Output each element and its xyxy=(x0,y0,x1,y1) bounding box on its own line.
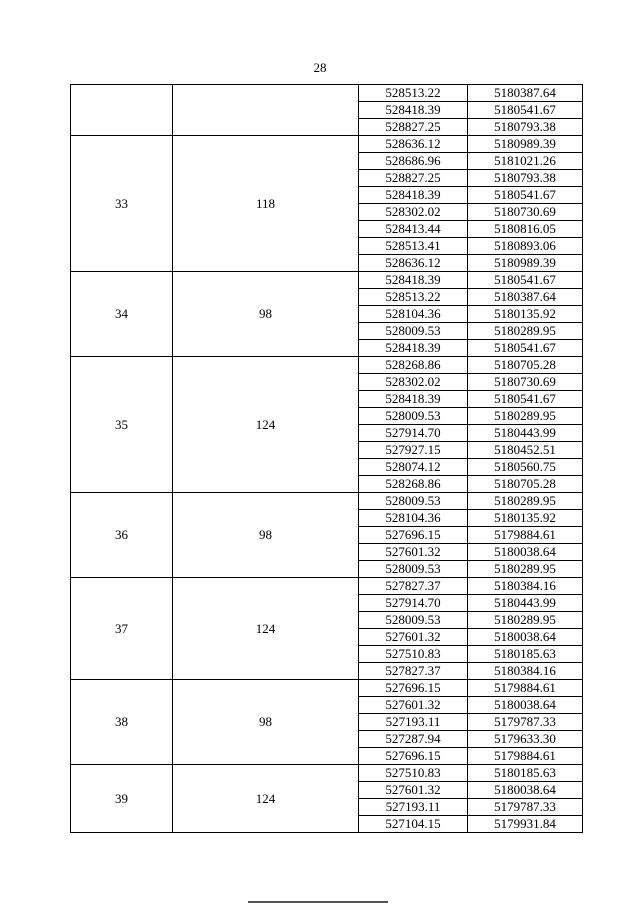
table-row xyxy=(71,578,583,595)
x-coordinate-cell: 527914.70 xyxy=(359,595,468,612)
y-coordinate-cell: 5180443.99 xyxy=(468,425,583,442)
x-coordinate-cell: 528104.36 xyxy=(359,306,468,323)
page-number: 28 xyxy=(313,60,327,75)
y-coordinate-cell: 5180387.64 xyxy=(468,85,583,102)
x-coordinate-cell: 528009.53 xyxy=(359,612,468,629)
y-coordinate-cell: 5181021.26 xyxy=(468,153,583,170)
x-coordinate-cell: 527914.70 xyxy=(359,425,468,442)
x-coordinate-cell: 527510.83 xyxy=(359,646,468,663)
x-coordinate-cell: 528302.02 xyxy=(359,374,468,391)
y-coordinate-cell: 5179633.30 xyxy=(468,731,583,748)
x-coordinate-cell: 528418.39 xyxy=(359,102,468,119)
x-coordinate-cell: 527827.37 xyxy=(359,578,468,595)
y-coordinate-cell: 5180730.69 xyxy=(468,204,583,221)
x-coordinate-cell: 527601.32 xyxy=(359,782,468,799)
y-coordinate-cell: 5180730.69 xyxy=(468,374,583,391)
plot-number-cell: 36 xyxy=(71,493,173,578)
y-coordinate-cell: 5180289.95 xyxy=(468,561,583,578)
y-coordinate-cell: 5180384.16 xyxy=(468,663,583,680)
area-cell: 124 xyxy=(173,357,359,493)
x-coordinate-cell: 528827.25 xyxy=(359,119,468,136)
area-cell: 124 xyxy=(173,765,359,833)
x-coordinate-cell: 528636.12 xyxy=(359,255,468,272)
x-coordinate-cell: 527827.37 xyxy=(359,663,468,680)
y-coordinate-cell: 5180185.63 xyxy=(468,646,583,663)
x-coordinate-cell: 528513.22 xyxy=(359,289,468,306)
x-coordinate-cell: 528636.12 xyxy=(359,136,468,153)
y-coordinate-cell: 5180705.28 xyxy=(468,476,583,493)
x-coordinate-cell: 528009.53 xyxy=(359,408,468,425)
table-row xyxy=(71,493,583,510)
y-coordinate-cell: 5180452.51 xyxy=(468,442,583,459)
y-coordinate-cell: 5180384.16 xyxy=(468,578,583,595)
y-coordinate-cell: 5179931.84 xyxy=(468,816,583,833)
x-coordinate-cell: 527104.15 xyxy=(359,816,468,833)
x-coordinate-cell: 528074.12 xyxy=(359,459,468,476)
area-cell: 98 xyxy=(173,493,359,578)
y-coordinate-cell: 5180289.95 xyxy=(468,408,583,425)
y-coordinate-cell: 5180816.05 xyxy=(468,221,583,238)
table-row xyxy=(71,357,583,374)
y-coordinate-cell: 5179884.61 xyxy=(468,748,583,765)
y-coordinate-cell: 5180038.64 xyxy=(468,544,583,561)
x-coordinate-cell: 528268.86 xyxy=(359,476,468,493)
y-coordinate-cell: 5179884.61 xyxy=(468,527,583,544)
y-coordinate-cell: 5180541.67 xyxy=(468,272,583,289)
y-coordinate-cell: 5179884.61 xyxy=(468,680,583,697)
area-cell: 124 xyxy=(173,578,359,680)
plot-number-cell: 38 xyxy=(71,680,173,765)
table-row xyxy=(71,85,583,102)
y-coordinate-cell: 5180038.64 xyxy=(468,629,583,646)
x-coordinate-cell: 528268.86 xyxy=(359,357,468,374)
y-coordinate-cell: 5180705.28 xyxy=(468,357,583,374)
plot-number-cell: 34 xyxy=(71,272,173,357)
y-coordinate-cell: 5179787.33 xyxy=(468,799,583,816)
area-cell: 118 xyxy=(173,136,359,272)
plot-number-cell: 39 xyxy=(71,765,173,833)
scan-artifact-line xyxy=(248,901,388,903)
y-coordinate-cell: 5179787.33 xyxy=(468,714,583,731)
x-coordinate-cell: 527510.83 xyxy=(359,765,468,782)
area-cell: 98 xyxy=(173,272,359,357)
x-coordinate-cell: 528009.53 xyxy=(359,323,468,340)
table-row xyxy=(71,765,583,782)
x-coordinate-cell: 528104.36 xyxy=(359,510,468,527)
x-coordinate-cell: 528686.96 xyxy=(359,153,468,170)
x-coordinate-cell: 528513.22 xyxy=(359,85,468,102)
table-row xyxy=(71,680,583,697)
x-coordinate-cell: 527287.94 xyxy=(359,731,468,748)
y-coordinate-cell: 5180443.99 xyxy=(468,595,583,612)
y-coordinate-cell: 5180038.64 xyxy=(468,697,583,714)
y-coordinate-cell: 5180541.67 xyxy=(468,391,583,408)
plot-number-cell: 33 xyxy=(71,136,173,272)
area-cell xyxy=(173,85,359,136)
y-coordinate-cell: 5180135.92 xyxy=(468,306,583,323)
y-coordinate-cell: 5180989.39 xyxy=(468,136,583,153)
y-coordinate-cell: 5180038.64 xyxy=(468,782,583,799)
y-coordinate-cell: 5180135.92 xyxy=(468,510,583,527)
plot-number-cell: 37 xyxy=(71,578,173,680)
x-coordinate-cell: 527601.32 xyxy=(359,697,468,714)
y-coordinate-cell: 5180541.67 xyxy=(468,102,583,119)
x-coordinate-cell: 527696.15 xyxy=(359,748,468,765)
y-coordinate-cell: 5180793.38 xyxy=(468,170,583,187)
x-coordinate-cell: 528513.41 xyxy=(359,238,468,255)
x-coordinate-cell: 527696.15 xyxy=(359,680,468,697)
x-coordinate-cell: 528418.39 xyxy=(359,272,468,289)
x-coordinate-cell: 527193.11 xyxy=(359,714,468,731)
y-coordinate-cell: 5180289.95 xyxy=(468,493,583,510)
coordinates-table-body xyxy=(71,85,583,833)
x-coordinate-cell: 528413.44 xyxy=(359,221,468,238)
y-coordinate-cell: 5180989.39 xyxy=(468,255,583,272)
x-coordinate-cell: 528827.25 xyxy=(359,170,468,187)
coordinates-table xyxy=(70,84,583,833)
x-coordinate-cell: 527696.15 xyxy=(359,527,468,544)
y-coordinate-cell: 5180541.67 xyxy=(468,187,583,204)
x-coordinate-cell: 528009.53 xyxy=(359,561,468,578)
x-coordinate-cell: 528302.02 xyxy=(359,204,468,221)
table-row xyxy=(71,272,583,289)
x-coordinate-cell: 528418.39 xyxy=(359,187,468,204)
y-coordinate-cell: 5180289.95 xyxy=(468,612,583,629)
y-coordinate-cell: 5180185.63 xyxy=(468,765,583,782)
y-coordinate-cell: 5180893.06 xyxy=(468,238,583,255)
x-coordinate-cell: 527601.32 xyxy=(359,544,468,561)
y-coordinate-cell: 5180289.95 xyxy=(468,323,583,340)
table-row xyxy=(71,136,583,153)
x-coordinate-cell: 527601.32 xyxy=(359,629,468,646)
x-coordinate-cell: 528418.39 xyxy=(359,340,468,357)
y-coordinate-cell: 5180793.38 xyxy=(468,119,583,136)
x-coordinate-cell: 527927.15 xyxy=(359,442,468,459)
x-coordinate-cell: 528009.53 xyxy=(359,493,468,510)
plot-number-cell xyxy=(71,85,173,136)
area-cell: 98 xyxy=(173,680,359,765)
plot-number-cell: 35 xyxy=(71,357,173,493)
x-coordinate-cell: 528418.39 xyxy=(359,391,468,408)
y-coordinate-cell: 5180387.64 xyxy=(468,289,583,306)
y-coordinate-cell: 5180541.67 xyxy=(468,340,583,357)
x-coordinate-cell: 527193.11 xyxy=(359,799,468,816)
y-coordinate-cell: 5180560.75 xyxy=(468,459,583,476)
